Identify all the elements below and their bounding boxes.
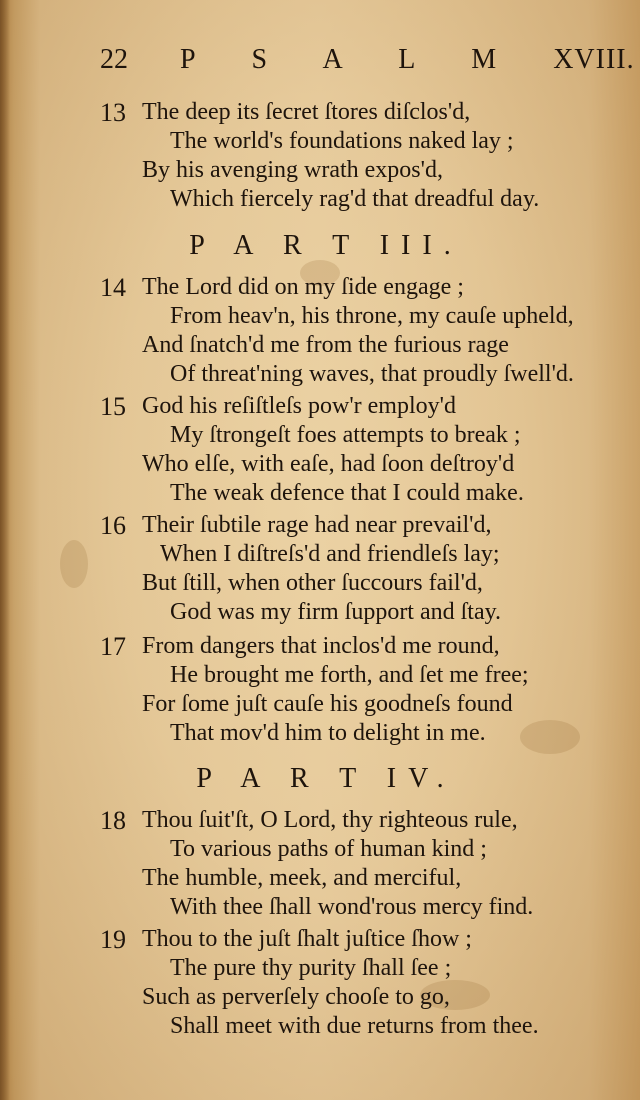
verse-number: 16 xyxy=(100,511,126,540)
verse-line: Who elſe, with eaſe, had ſoon deſtroy'd xyxy=(142,451,515,477)
verse-line: The pure thy purity ſhall ſee ; xyxy=(170,955,452,981)
verse-line: For ſome juſt cauſe his goodneſs found xyxy=(142,691,513,717)
verse-line: God his reſiſtleſs pow'r employ'd xyxy=(142,393,456,419)
foxing-spot xyxy=(60,540,88,588)
verse-line: Which fiercely rag'd that dreadful day. xyxy=(170,186,540,212)
psalm-label: P S A L M xyxy=(180,44,522,75)
verse-line: Such as perverſely chooſe to go, xyxy=(142,984,450,1010)
verse-line: Their ſubtile rage had near prevail'd, xyxy=(142,512,492,538)
verse-line: He brought me forth, and ſet me free; xyxy=(170,662,529,688)
verse-line: But ſtill, when other ſuccours fail'd, xyxy=(142,570,483,596)
verse-line: The humble, meek, and merciful, xyxy=(142,865,462,891)
part-heading: P A R T III. xyxy=(189,230,463,261)
verse-line: Shall meet with due returns from thee. xyxy=(170,1013,539,1039)
verse-line: The world's foundations naked lay ; xyxy=(170,128,514,154)
verse-number: 14 xyxy=(100,273,126,302)
running-title xyxy=(180,44,635,76)
verse-line: Thou ſuit'ſt, O Lord, thy righteous rule, xyxy=(142,807,518,833)
verse-number: 19 xyxy=(100,925,126,954)
running-header xyxy=(100,44,635,84)
verse-line: Of threat'ning waves, that proudly ſwell'd. xyxy=(170,361,574,387)
verse-line: Thou to the juſt ſhalt juſtice ſhow ; xyxy=(142,926,472,952)
verse-line: From heav'n, his throne, my cauſe upheld, xyxy=(170,303,574,329)
verse-line: The deep its ſecret ſtores diſclos'd, xyxy=(142,99,471,125)
verse-line: With thee ſhall wond'rous mercy find. xyxy=(170,894,534,920)
verse-line: From dangers that inclos'd me round, xyxy=(142,633,500,659)
foxing-spot xyxy=(520,720,580,754)
page-gutter-shadow xyxy=(0,0,10,1100)
verse-line: The Lord did on my ſide engage ; xyxy=(142,274,464,300)
verse-line: The weak defence that I could make. xyxy=(170,480,524,506)
verse-line: By his avenging wrath expos'd, xyxy=(142,157,443,183)
verse-number: 13 xyxy=(100,98,126,127)
verse-line: And ſnatch'd me from the furious rage xyxy=(142,332,509,358)
verse-line: My ſtrongeſt foes attempts to break ; xyxy=(170,422,521,448)
verse-number: 15 xyxy=(100,392,126,421)
verse-line: That mov'd him to delight in me. xyxy=(170,720,486,746)
verse-line: To various paths of human kind ; xyxy=(170,836,487,862)
verse-number: 18 xyxy=(100,806,126,835)
part-heading: P A R T IV. xyxy=(196,763,456,794)
verse-number: 17 xyxy=(100,632,126,661)
page-number: 22 xyxy=(100,44,128,75)
verse-line: God was my firm ſupport and ſtay. xyxy=(170,599,502,625)
verse-line: When I diſtreſs'd and friendleſs lay; xyxy=(160,541,500,567)
psalm-number: XVIII. xyxy=(553,44,635,75)
